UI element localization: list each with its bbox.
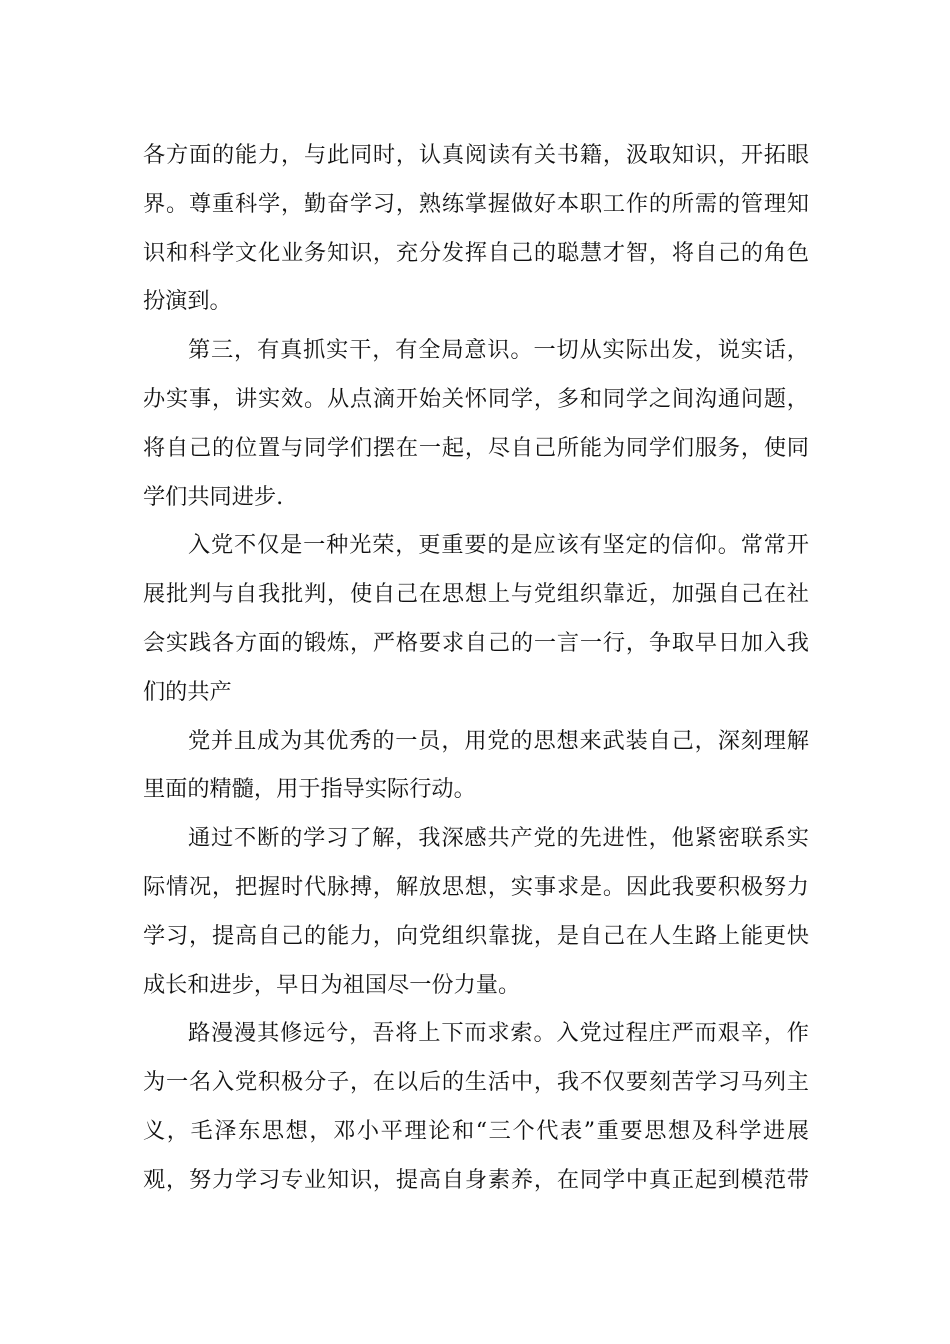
paragraph-line: 学们共同进步. <box>143 483 284 510</box>
paragraph-line: 为一名入党积极分子，在以后的生活中，我不仅要刻苦学习马列主 <box>143 1069 809 1096</box>
paragraph-line: 成长和进步，早日为祖国尽一份力量。 <box>143 971 521 998</box>
paragraph-line: 党并且成为其优秀的一员，用党的思想来武装自己，深刻理解 <box>188 727 809 754</box>
paragraph-4 <box>143 717 809 815</box>
paragraph-line: 们的共产 <box>143 678 232 705</box>
paragraph-2 <box>143 326 809 521</box>
paragraph-line: 各方面的能力，与此同时，认真阅读有关书籍，汲取知识，开拓眼 <box>143 142 809 168</box>
paragraph-line: 路漫漫其修远兮，吾将上下而求索。入党过程庄严而艰辛，作 <box>188 1020 809 1047</box>
paragraph-line: 办实事，讲实效。从点滴开始关怀同学，多和同学之间沟通问题， <box>143 385 809 412</box>
paragraph-6 <box>143 1009 809 1204</box>
paragraph-line: 义，毛泽东思想，邓小平理论和“三个代表”重要思想及科学进展 <box>143 1117 809 1144</box>
paragraph-5 <box>143 814 809 1009</box>
paragraph-line: 将自己的位置与同学们摆在一起，尽自己所能为同学们服务，使同 <box>143 434 809 461</box>
paragraph-3 <box>143 521 809 716</box>
paragraph-line: 里面的精髓，用于指导实际行动。 <box>143 776 476 803</box>
paragraph-line: 入党不仅是一种光荣，更重要的是应该有坚定的信仰。常常开 <box>188 532 809 559</box>
paragraph-line: 扮演到。 <box>143 288 232 315</box>
paragraph-line: 学习，提高自己的能力，向党组织靠拢，是自己在人生路上能更快 <box>143 922 809 949</box>
paragraph-line: 际情况，把握时代脉搏，解放思想，实事求是。因此我要积极努力 <box>143 873 809 900</box>
paragraph-line: 通过不断的学习了解，我深感共产党的先进性，他紧密联系实 <box>188 825 809 852</box>
document-body <box>143 131 809 1205</box>
paragraph-line: 识和科学文化业务知识，充分发挥自己的聪慧才智，将自己的角色 <box>143 239 809 266</box>
paragraph-line: 展批判与自我批判，使自己在思想上与党组织靠近，加强自己在社 <box>143 581 809 608</box>
paragraph-line: 会实践各方面的锻炼，严格要求自己的一言一行，争取早日加入我 <box>143 629 809 656</box>
paragraph-line: 界。尊重科学，勤奋学习，熟练掌握做好本职工作的所需的管理知 <box>143 190 809 217</box>
paragraph-line: 观，努力学习专业知识，提高自身素养，在同学中真正起到模范带 <box>143 1166 809 1193</box>
paragraph-1 <box>143 131 809 326</box>
paragraph-line: 第三，有真抓实干，有全局意识。一切从实际出发，说实话， <box>188 337 809 364</box>
